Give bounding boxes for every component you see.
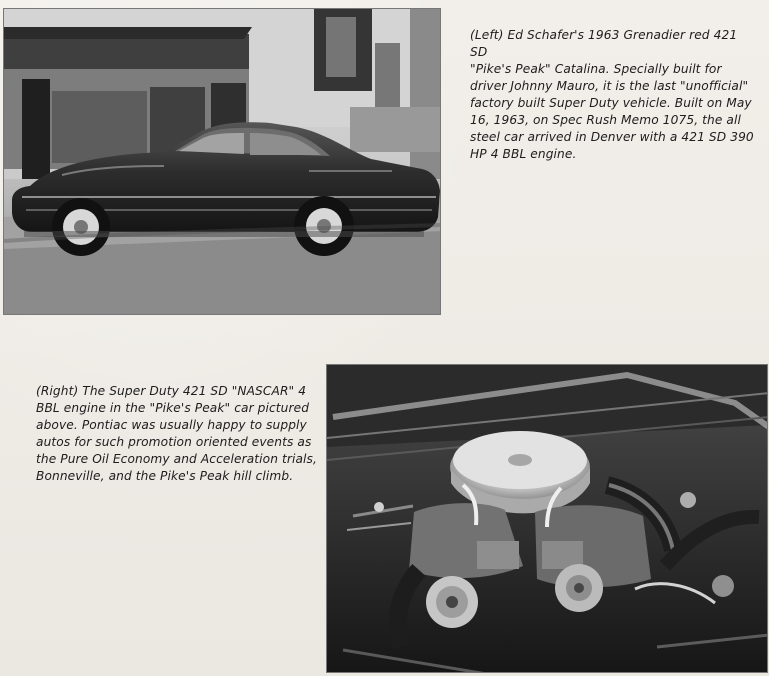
bottom-photo-caption: (Right) The Super Duty 421 SD "NASCAR" 4 BBL engine in the "Pike's Peak" car pictured above. Pontiac was usually happy to supply autos for such promotion oriented events as the Pure Oil Economy and Acceleration trials, Bonneville, and the Pike's Peak hill climb.	[36, 384, 317, 483]
engine-photo-illustration	[327, 365, 768, 673]
car-photo	[3, 8, 441, 315]
car-photo-illustration	[4, 9, 441, 315]
engine-photo	[326, 364, 768, 673]
top-photo-caption: (Left) Ed Schafer's 1963 Grenadier red 421 SD "Pike's Peak" Catalina. Specially built for driver Johnny Mauro, it is the last "unofficial" factory built Super Duty vehicle. Built on May 16, 1963, on Spec Rush Memo 1075, the all steel car arrived in Denver with a 421 SD 390 HP 4 BBL engine.	[470, 28, 754, 161]
